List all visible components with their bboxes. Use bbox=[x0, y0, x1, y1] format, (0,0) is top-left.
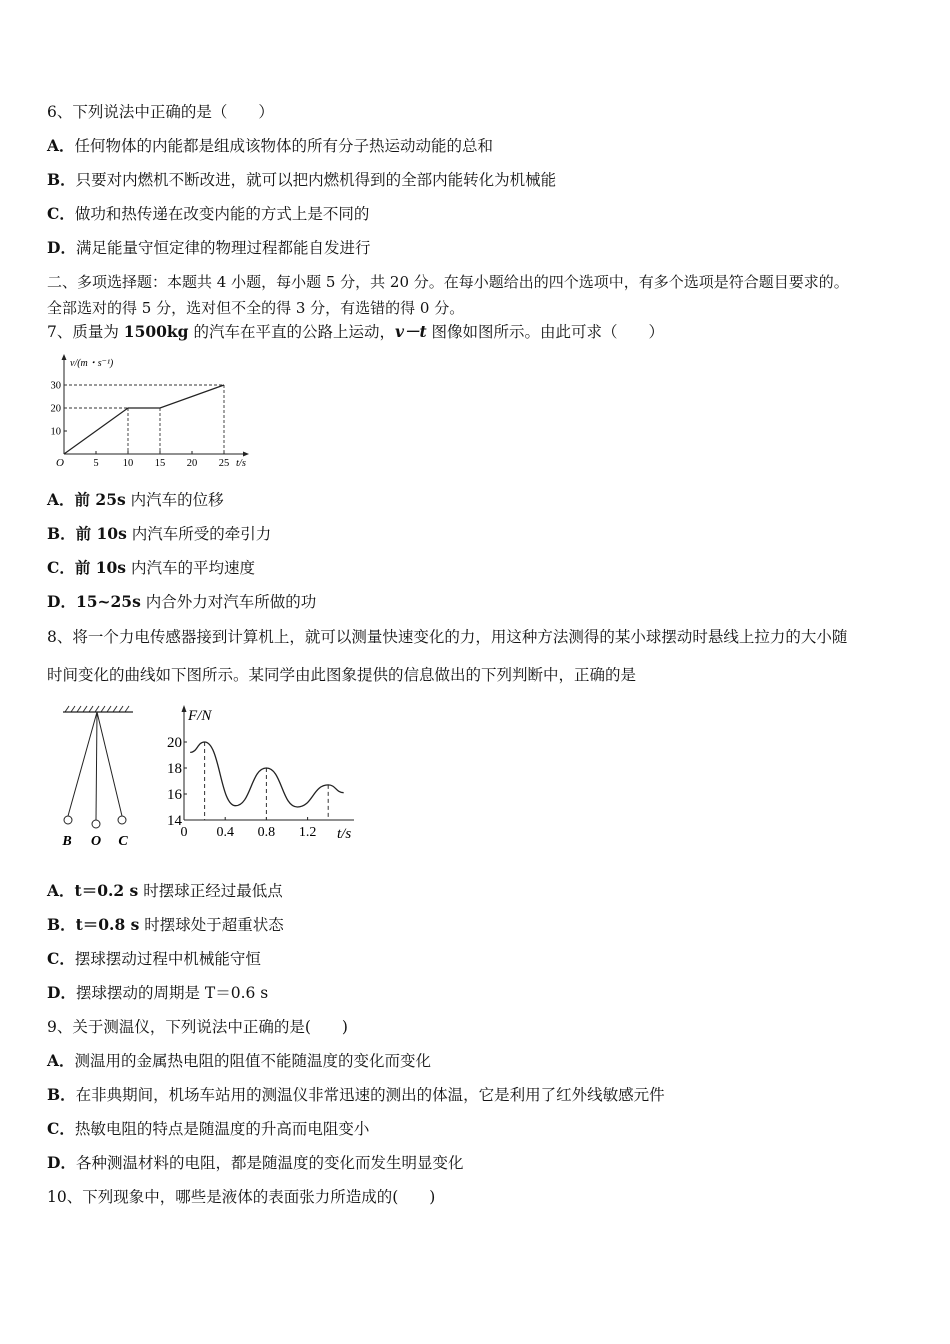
q8-option-b bbox=[47, 915, 284, 935]
label-b: B bbox=[62, 834, 72, 849]
velocity-line bbox=[64, 385, 224, 454]
q7-option-d bbox=[47, 592, 316, 612]
x-tick-label: 0.4 bbox=[216, 825, 234, 840]
option-text: 时摆球处于超重状态 bbox=[139, 916, 284, 934]
option-letter: B． bbox=[47, 915, 76, 934]
q7-stem-mid: 的汽车在平直的公路上运动， bbox=[188, 323, 395, 341]
string-c bbox=[97, 712, 122, 816]
option-letter: D． bbox=[47, 983, 76, 1002]
q9-option-d bbox=[47, 1153, 463, 1173]
q6-stem: 6、下列说法中正确的是（ ） bbox=[47, 103, 274, 121]
x-tick-label: 1.2 bbox=[298, 825, 317, 840]
pendulum-figure bbox=[55, 700, 140, 850]
label-o: O bbox=[90, 834, 102, 849]
x-axis-label: t/s bbox=[337, 826, 352, 842]
option-letter: D． bbox=[47, 238, 76, 257]
option-text: 热敏电阻的特点是随温度的升高而电阻变小 bbox=[74, 1120, 370, 1138]
y-tick-label: 20 bbox=[50, 403, 61, 415]
x-axis-label: t/s bbox=[236, 458, 246, 469]
option-letter: A． bbox=[47, 881, 75, 900]
option-letter: A． bbox=[47, 136, 75, 155]
origin-label: O bbox=[56, 457, 64, 469]
option-bold: t＝0.2 s bbox=[74, 881, 139, 900]
x-tick-label: 15 bbox=[154, 458, 166, 469]
y-axis-label: v/(m・s⁻¹) bbox=[70, 358, 114, 369]
x-axis-arrow bbox=[243, 452, 249, 457]
q9-option-c bbox=[47, 1119, 369, 1139]
x-tick-label: 5 bbox=[93, 458, 99, 469]
bob-b bbox=[64, 816, 72, 824]
option-letter: D． bbox=[47, 592, 76, 611]
q7-vt-graph bbox=[44, 350, 259, 470]
option-text: 测温用的金属热电阻的阻值不能随温度的变化而变化 bbox=[74, 1052, 432, 1070]
force-curve bbox=[190, 742, 343, 807]
option-text: 内汽车所受的牵引力 bbox=[126, 525, 272, 543]
option-text: 摆球摆动过程中机械能守恒 bbox=[74, 950, 261, 968]
y-tick-label: 10 bbox=[50, 426, 61, 438]
option-bold: 前 10s bbox=[74, 558, 127, 577]
q7-option-a bbox=[47, 490, 224, 510]
q8-option-a bbox=[47, 881, 283, 901]
y-tick-label: 16 bbox=[167, 787, 182, 803]
ceiling-hatch bbox=[65, 706, 129, 712]
q8-option-d bbox=[47, 983, 268, 1003]
q7-stem-vt: v－t bbox=[394, 322, 427, 341]
option-bold: 前 10s bbox=[75, 524, 127, 543]
q8-stem-line1: 8、将一个力电传感器接到计算机上，就可以测量快速变化的力，用这种方法测得的某小球摆动时悬线上拉力的大小随 bbox=[47, 628, 848, 646]
option-text: 内汽车的平均速度 bbox=[126, 559, 255, 577]
x-tick-label: 25 bbox=[218, 458, 230, 469]
y-axis-arrow bbox=[62, 354, 67, 360]
option-letter: C． bbox=[47, 204, 75, 223]
option-letter: C． bbox=[47, 949, 75, 968]
option-text: 在非典期间，机场车站用的测温仪非常迅速的测出的体温，它是利用了红外线敏感元件 bbox=[75, 1086, 665, 1104]
option-bold: 前 25s bbox=[74, 490, 126, 509]
option-bold: t＝0.8 s bbox=[75, 915, 140, 934]
y-axis-label: F/N bbox=[188, 708, 212, 724]
q7-stem-mass: 1500kg bbox=[123, 322, 189, 341]
bob-c bbox=[118, 816, 126, 824]
option-letter: B． bbox=[47, 524, 76, 543]
option-text: 摆球摆动的周期是 T＝0.6 s bbox=[75, 984, 269, 1002]
q6-option-b bbox=[47, 170, 556, 190]
string-o bbox=[96, 712, 97, 820]
option-letter: B． bbox=[47, 170, 76, 189]
option-text: 任何物体的内能都是组成该物体的所有分子热运动动能的总和 bbox=[74, 137, 494, 155]
option-text: 只要对内燃机不断改进，就可以把内燃机得到的全部内能转化为机械能 bbox=[75, 171, 557, 189]
y-tick-label: 18 bbox=[167, 761, 182, 777]
x-tick-label: 0.8 bbox=[257, 825, 276, 840]
y-tick-label: 30 bbox=[50, 380, 61, 392]
string-b bbox=[68, 712, 97, 816]
q8-option-c bbox=[47, 949, 261, 969]
q7-stem-pre: 7、质量为 bbox=[47, 323, 124, 341]
option-letter: D． bbox=[47, 1153, 76, 1172]
option-text: 内汽车的位移 bbox=[125, 491, 224, 509]
q9-stem: 9、关于测温仪，下列说法中正确的是( ) bbox=[47, 1018, 348, 1036]
y-tick-label: 14 bbox=[167, 813, 182, 829]
option-text: 各种测温材料的电阻，都是随温度的变化而发生明显变化 bbox=[75, 1154, 464, 1172]
q8-stem-line2: 时间变化的曲线如下图所示。某同学由此图象提供的信息做出的下列判断中，正确的是 bbox=[47, 666, 637, 684]
section2-line1: 二、多项选择题：本题共 4 小题，每小题 5 分，共 20 分。在每小题给出的四个选项中，有多个选项是符合题目要求的。 bbox=[47, 273, 849, 291]
option-letter: C． bbox=[47, 1119, 75, 1138]
q6-option-d bbox=[47, 238, 370, 258]
option-text: 时摆球正经过最低点 bbox=[138, 882, 283, 900]
q8-force-graph bbox=[158, 700, 368, 848]
x-tick-label: 0 bbox=[180, 825, 188, 840]
option-letter: A． bbox=[47, 490, 75, 509]
section2-line2: 全部选对的得 5 分，选对但不全的得 3 分，有选错的得 0 分。 bbox=[47, 299, 465, 317]
y-tick-label: 20 bbox=[167, 735, 182, 751]
q9-option-a bbox=[47, 1051, 431, 1071]
q10-stem: 10、下列现象中，哪些是液体的表面张力所造成的( ) bbox=[47, 1188, 436, 1206]
q7-option-c bbox=[47, 558, 255, 578]
option-text: 做功和热传递在改变内能的方式上是不同的 bbox=[74, 205, 370, 223]
option-letter: C． bbox=[47, 558, 75, 577]
x-tick-label: 10 bbox=[122, 458, 134, 469]
q7-option-b bbox=[47, 524, 271, 544]
x-tick-label: 20 bbox=[186, 458, 198, 469]
y-axis-arrow bbox=[182, 705, 187, 712]
q6-option-a bbox=[47, 136, 493, 156]
option-letter: A． bbox=[47, 1051, 75, 1070]
q7-stem-post: 图像如图所示。由此可求（ ） bbox=[426, 323, 665, 341]
option-text: 内合外力对汽车所做的功 bbox=[140, 593, 317, 611]
q7-stem bbox=[47, 322, 664, 342]
option-text: 满足能量守恒定律的物理过程都能自发进行 bbox=[75, 239, 371, 257]
q9-option-b bbox=[47, 1085, 665, 1105]
option-letter: B． bbox=[47, 1085, 76, 1104]
label-c: C bbox=[118, 834, 128, 849]
option-bold: 15~25s bbox=[75, 592, 141, 611]
q6-option-c bbox=[47, 204, 369, 224]
bob-o bbox=[92, 820, 100, 828]
